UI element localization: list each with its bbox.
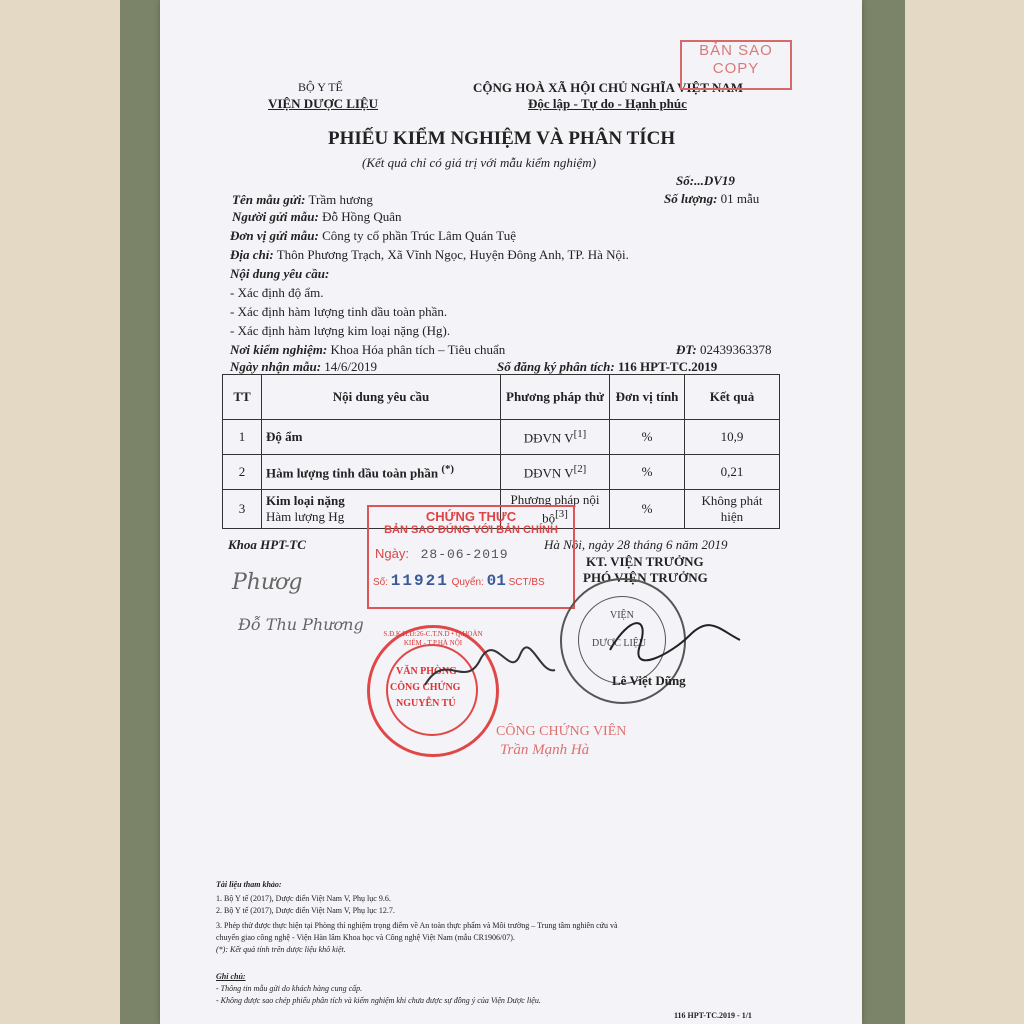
row-content: Độ ẩm xyxy=(262,420,501,455)
place-date: Hà Nội, ngày 28 tháng 6 năm 2019 xyxy=(544,537,728,552)
deputy-director: PHÓ VIỆN TRƯỞNG xyxy=(583,570,708,585)
institute-seal-line1: VIỆN xyxy=(610,610,634,621)
cert-code: SCT/BS xyxy=(508,577,545,588)
test-location-label: Nơi kiểm nghiệm: xyxy=(230,342,328,357)
reference-2: 2. Bộ Y tế (2017), Dược điển Việt Nam V, Phụ lục 12.7. xyxy=(216,906,395,915)
reference-4: (*): Kết quả tính trên dược liệu khô kiệt. xyxy=(216,945,346,954)
document-subtitle: (Kết quả chỉ có giá trị với mẫu kiểm nghiệm) xyxy=(362,155,597,170)
row-method xyxy=(501,420,610,455)
table-header-row xyxy=(223,375,780,420)
header-unit: Đơn vị tính xyxy=(610,375,685,420)
row-content-sub: Hàm lượng Hg xyxy=(266,509,345,525)
notary-seal-line3: NGUYỄN TÚ xyxy=(396,698,456,709)
header-method: Phương pháp thử xyxy=(501,375,610,420)
sender-name-label: Người gửi mẫu: xyxy=(232,209,319,224)
institute-name: VIỆN DƯỢC LIỆU xyxy=(268,96,379,111)
sample-name-label: Tên mẫu gửi: xyxy=(232,192,306,207)
sender-unit xyxy=(230,228,516,244)
row-unit: % xyxy=(610,455,685,490)
header-result: Kết quả xyxy=(685,375,780,420)
handwritten-signature-2: Đỗ Thu Phương xyxy=(238,615,364,634)
row-result: Không phát hiện xyxy=(685,490,780,529)
note-1: - Thông tin mẫu gửi do khách hàng cung cấp. xyxy=(216,984,363,993)
address-label: Địa chỉ: xyxy=(230,247,274,262)
ministry-name: BỘ Y TẾ xyxy=(298,80,343,94)
row-tt: 2 xyxy=(223,455,262,490)
row-method xyxy=(501,455,610,490)
address xyxy=(230,247,629,263)
request-item-1: - Xác định độ ẩm. xyxy=(230,285,324,300)
test-location-value: Khoa Hóa phân tích – Tiêu chuẩn xyxy=(330,342,506,357)
notes-title: Ghi chú: xyxy=(216,972,246,981)
sender-unit-label: Đơn vị gửi mẫu: xyxy=(230,228,319,243)
director-signature xyxy=(600,610,750,670)
row-unit: % xyxy=(610,420,685,455)
request-item-3: - Xác định hàm lượng kim loại nặng (Hg). xyxy=(230,323,451,338)
cert-number-label: Số: xyxy=(373,577,389,588)
notary-seal-line2: CÔNG CHỨNG xyxy=(390,682,461,693)
cert-book-value: 01 xyxy=(486,572,506,590)
row-content-text: Hàm lượng tinh dầu toàn phần xyxy=(266,465,439,481)
reference-3b: chuyển giao công nghệ - Viện Hàn lâm Khoa học và Công nghệ Việt Nam (mẫu CR1906/07). xyxy=(216,933,515,942)
cert-date-label: Ngày: xyxy=(375,546,409,561)
cert-line: BẢN SAO ĐÚNG VỚI BẢN CHÍNH xyxy=(384,524,558,536)
sample-name-value: Trầm hương xyxy=(308,192,373,207)
received-date-value: 14/6/2019 xyxy=(324,359,378,374)
background-right xyxy=(905,0,1024,1024)
copy-stamp-line1: BẢN SAO xyxy=(699,42,773,59)
phone-label: ĐT: xyxy=(676,342,697,357)
row-method-ref: [3] xyxy=(555,508,568,520)
footer-code: 116 HPT-TC.2019 - 1/1 xyxy=(674,1011,752,1020)
certification-stamp xyxy=(367,505,575,609)
copy-stamp-line2: COPY xyxy=(712,60,760,77)
notary-signature xyxy=(420,640,560,700)
registration-number xyxy=(497,359,717,375)
row-result: 10,9 xyxy=(685,420,780,455)
cert-title: CHỨNG THỰC xyxy=(425,509,517,524)
table-row xyxy=(223,420,780,455)
reference-3a: 3. Phép thử được thực hiện tại Phòng thí nghiệm trọng điểm về An toàn thực phẩm và Môi trường – Trung tâm nghiên cứu và xyxy=(216,921,618,930)
notary-name: Trần Mạnh Hà xyxy=(500,742,590,758)
country-name: CỘNG HOÀ XÃ HỘI CHỦ NGHĨA VIỆT NAM xyxy=(473,80,744,95)
document-number-value: ...DV19 xyxy=(694,173,735,188)
received-date xyxy=(230,359,377,375)
received-date-label: Ngày nhận mẫu: xyxy=(230,359,322,374)
notary-seal-ring: S.Đ.K.H.Đ:26-C.T.N.D • Q.HOÀN KIẾM - T.P.HÀ NỘI xyxy=(383,630,483,647)
test-location xyxy=(230,342,505,358)
national-motto: Độc lập - Tự do - Hạnh phúc xyxy=(528,96,687,111)
handwritten-signature-1: Phươg xyxy=(232,570,303,595)
row-content-note: (*) xyxy=(441,462,455,475)
header-tt: TT xyxy=(223,375,262,420)
sample-quantity-label: Số lượng: xyxy=(664,191,718,206)
registration-number-label: Số đăng ký phân tích: xyxy=(497,359,615,374)
reference-1: 1. Bộ Y tế (2017), Dược điển Việt Nam V, Phụ lục 9.6. xyxy=(216,894,391,903)
row-tt: 1 xyxy=(223,420,262,455)
references-title: Tài liệu tham khảo: xyxy=(216,880,282,889)
sample-name xyxy=(232,192,373,208)
cert-date-row xyxy=(369,546,573,562)
department-name: Khoa HPT-TC xyxy=(228,537,306,552)
row-content-text: Kim loại nặng xyxy=(266,493,345,509)
table-row xyxy=(223,455,780,490)
sample-quantity xyxy=(664,191,759,207)
director-on-behalf: KT. VIỆN TRƯỞNG xyxy=(586,554,704,569)
cert-book-label: Quyển: xyxy=(451,577,484,588)
cert-number-value: 11921 xyxy=(390,572,449,590)
signer-name: Lê Việt Dũng xyxy=(612,673,686,688)
address-value: Thôn Phương Trạch, Xã Vĩnh Ngọc, Huyện Đông Anh, TP. Hà Nội. xyxy=(276,247,629,262)
institute-seal-line2: DƯỢC LIỆU xyxy=(592,638,647,649)
notary-seal-line1: VĂN PHÒNG xyxy=(396,666,457,677)
row-content xyxy=(262,455,501,490)
document-number-label: Số: xyxy=(676,173,695,188)
document-title: PHIẾU KIỂM NGHIỆM VÀ PHÂN TÍCH xyxy=(328,128,676,149)
row-tt: 3 xyxy=(223,490,262,529)
copy-stamp xyxy=(680,40,792,90)
sample-quantity-value: 01 mẫu xyxy=(720,191,760,206)
registration-number-value: 116 HPT-TC.2019 xyxy=(618,359,718,374)
row-method-ref: [1] xyxy=(573,427,587,440)
row-method-text: Phương pháp nội bộ xyxy=(510,492,600,526)
request-content-label: Nội dung yêu cầu: xyxy=(230,266,330,281)
row-method-ref: [2] xyxy=(573,462,587,475)
document-number xyxy=(676,173,735,189)
phone-value: 02439363378 xyxy=(699,342,772,357)
header-content: Nội dung yêu cầu xyxy=(262,375,501,420)
notary-title: CÔNG CHỨNG VIÊN xyxy=(496,724,627,739)
row-result: 0,21 xyxy=(685,455,780,490)
cert-date-value: 28-06-2019 xyxy=(420,547,509,562)
request-item-2: - Xác định hàm lượng tinh dầu toàn phần. xyxy=(230,304,448,319)
background-left xyxy=(0,0,120,1024)
row-method-text: DĐVN V xyxy=(523,465,574,481)
phone xyxy=(676,342,771,358)
row-unit: % xyxy=(610,490,685,529)
note-2: - Không được sao chép phiếu phân tích và kiểm nghiệm khi chưa được sự đồng ý của Viện Dược liệu. xyxy=(216,996,541,1005)
sender-name-value: Đỗ Hồng Quân xyxy=(322,209,402,224)
sender-unit-value: Công ty cổ phần Trúc Lâm Quán Tuệ xyxy=(322,228,516,243)
sender-name xyxy=(232,209,402,225)
cert-number-row xyxy=(369,572,573,590)
row-method-text: DĐVN V xyxy=(523,430,574,446)
